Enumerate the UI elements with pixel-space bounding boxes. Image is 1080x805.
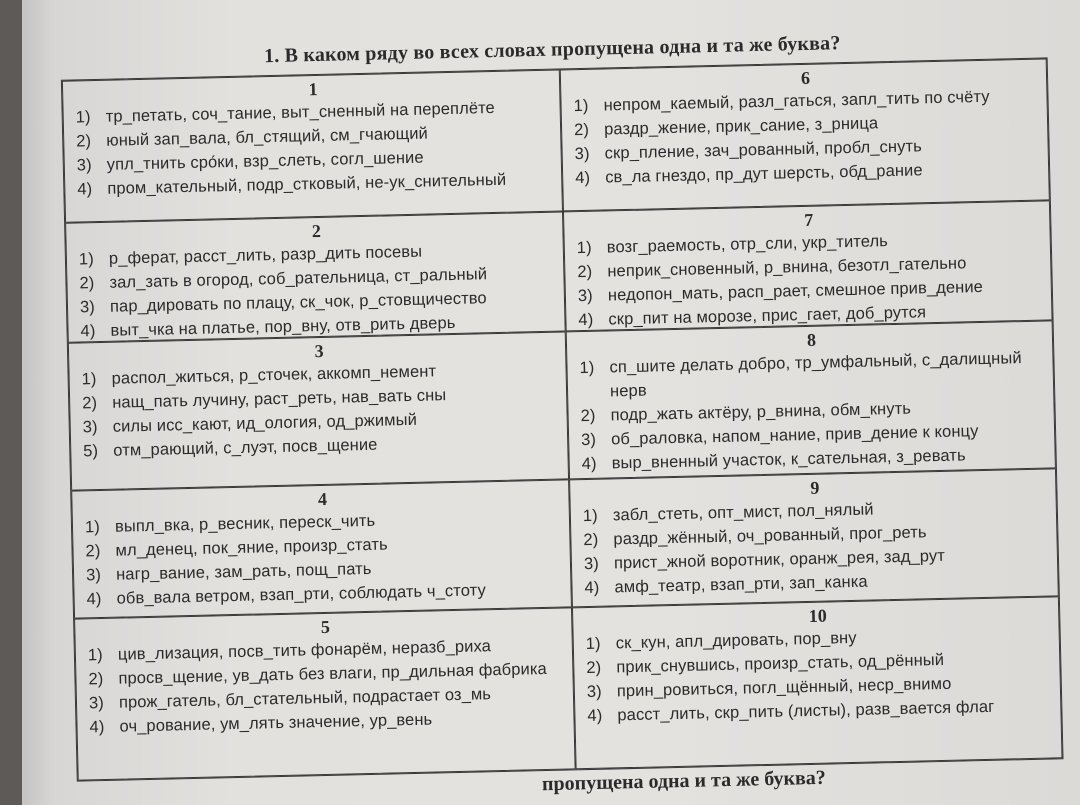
item-number: 3) bbox=[85, 566, 102, 585]
item-number: 2) bbox=[586, 658, 602, 678]
item-number: 4) bbox=[575, 168, 591, 188]
cell-number: 6 bbox=[800, 67, 811, 89]
item-number: 1) bbox=[585, 634, 601, 654]
item-text: об_раловка, напом_нание, прив_дение к концу bbox=[610, 422, 979, 449]
cell-number: 8 bbox=[806, 329, 817, 350]
item-number: 3) bbox=[586, 682, 602, 702]
item-text: раздр_жение, прик_сание, з_рница bbox=[603, 114, 879, 139]
item-text: св_ла гнездо, пр_дут шерсть, обд_рание bbox=[605, 161, 923, 187]
item-text: тр_петать, соч_тание, выт_сненный на переплёте bbox=[105, 98, 496, 126]
cell-number: 10 bbox=[808, 605, 827, 626]
next-question-fragment: пропущена одна и та же буква? bbox=[541, 766, 826, 796]
table-cell-1 bbox=[62, 69, 563, 222]
table-cell-6 bbox=[560, 58, 1050, 211]
item-number: 1) bbox=[78, 250, 95, 269]
item-number: 3) bbox=[580, 430, 597, 450]
item-number: 2) bbox=[583, 530, 599, 550]
item-text: выт_чка на платье, пор_вну, отв_рить дверь bbox=[110, 313, 456, 340]
table-cell-7 bbox=[563, 200, 1053, 331]
item-text: скр_пление, зач_рованный, пробл_снуть bbox=[604, 137, 923, 163]
item-number: 2) bbox=[76, 132, 92, 151]
item-number: 2) bbox=[577, 262, 593, 282]
item-text: выр_вненный участок, к_сательная, з_ревать bbox=[611, 446, 966, 473]
cell-number: 1 bbox=[308, 78, 318, 100]
item-number: 2) bbox=[580, 406, 596, 426]
item-text: возг_раемость, отр_сли, укр_титель bbox=[606, 232, 889, 257]
question-title: 1. В каком ряду во всех словах пропущена одна и та же буква? bbox=[263, 32, 841, 68]
exercise-page bbox=[52, 19, 1079, 802]
item-number: 3) bbox=[583, 554, 600, 574]
item-text: подр_жать актёру, р_внина, обм_кнуть bbox=[610, 399, 912, 425]
table-cell-3 bbox=[68, 331, 569, 490]
table-cell-2 bbox=[65, 211, 566, 342]
item-number: 4) bbox=[581, 454, 597, 474]
item-number: 3) bbox=[88, 693, 105, 713]
item-text: распол_житься, р_сточек, аккомп_немент bbox=[111, 362, 437, 388]
item-number: 4) bbox=[584, 578, 600, 598]
item-text: недопон_мать, расп_рает, смешное прив_дение bbox=[607, 277, 984, 305]
item-text: зал_зать в огород, соб_рательница, ст_ральный bbox=[109, 265, 488, 292]
item-text: пром_кательный, подр_стковый, не-ук_снительный bbox=[107, 170, 507, 198]
item-text: упл_тнить сро́ки, взр_слеть, согл_шение bbox=[106, 148, 424, 174]
item-number: 1) bbox=[579, 358, 595, 378]
item-number: 3) bbox=[574, 144, 590, 164]
item-number: 2) bbox=[85, 542, 101, 561]
item-number: 1) bbox=[576, 238, 592, 258]
item-number: 2) bbox=[573, 120, 590, 140]
item-text: обв_вала ветром, взап_рти, соблюдать ч_стоту bbox=[116, 581, 487, 608]
item-text: раздр_жённый, оч_рованный, прог_реть bbox=[613, 523, 927, 549]
item-text: пар_дировать по плацу, ск_чок, р_стовщичество bbox=[109, 289, 487, 316]
item-text: нащ_пать лучину, раст_реть, нав_вать сны bbox=[111, 386, 447, 412]
item-text: амф_театр, взап_рти, зап_канка bbox=[614, 572, 868, 597]
item-text: силы исс_кают, ид_ология, од_ржимый bbox=[112, 410, 418, 436]
item-number: 1) bbox=[81, 370, 97, 389]
item-number: 1) bbox=[582, 506, 598, 526]
table-cell-10 bbox=[572, 596, 1063, 769]
cell-number: 4 bbox=[317, 488, 328, 510]
item-number: 3) bbox=[79, 298, 96, 317]
item-text: отм_рающий, с_луэт, посв_щение bbox=[113, 435, 378, 460]
item-number: 4) bbox=[89, 717, 105, 737]
item-text: р_ферат, расст_лить, разр_дить посевы bbox=[108, 242, 423, 268]
item-text: выпл_вка, р_весник, переск_чить bbox=[114, 511, 376, 536]
book-page bbox=[22, 0, 1080, 805]
table-cell-5 bbox=[74, 607, 576, 780]
item-text: забл_стеть, опт_мист, пол_нялый bbox=[612, 500, 874, 525]
item-text: прик_снувшись, произр_стать, од_рённый bbox=[616, 650, 945, 677]
item-text: прож_гатель, бл_стательный, подрастает оз_мь bbox=[118, 685, 492, 712]
cell-number: 7 bbox=[804, 209, 814, 230]
item-number: 2) bbox=[82, 394, 98, 413]
item-number: 3) bbox=[76, 156, 92, 175]
item-number: 3) bbox=[577, 286, 593, 306]
item-text: скр_пит на морозе, прис_гает, доб_рутся bbox=[608, 303, 927, 329]
item-number: 5) bbox=[83, 442, 99, 461]
item-text: мл_денец, пок_яние, произр_стать bbox=[115, 535, 388, 560]
item-text: просв_щение, ув_дать без влаги, пр_дильная фабрика bbox=[118, 659, 547, 688]
item-text: неприк_сновенный, р_внина, безотл_гательно bbox=[607, 254, 967, 281]
item-text: оч_рование, ум_лять значение, ур_вень bbox=[119, 710, 433, 736]
item-number: 4) bbox=[578, 310, 594, 330]
item-number: 1) bbox=[75, 108, 91, 127]
item-text: ск_кун, апл_дировать, пор_вну bbox=[615, 628, 857, 653]
cell-number: 9 bbox=[810, 477, 820, 498]
item-number: 4) bbox=[77, 180, 93, 199]
item-text: прин_ровиться, погл_щённый, неср_внимо bbox=[616, 674, 952, 701]
table-cell-8 bbox=[566, 320, 1056, 479]
item-text: цив_лизация, посв_тить фонарём, неразб_риха bbox=[117, 637, 492, 664]
item-number: 4) bbox=[80, 322, 96, 341]
table-cell-9 bbox=[569, 468, 1059, 607]
item-text: нагр_вание, зам_рать, пощ_пать bbox=[115, 559, 372, 584]
item-text: прист_жной воротник, оранж_рея, зад_рут bbox=[613, 546, 946, 573]
item-number: 1) bbox=[84, 518, 101, 537]
item-number: 4) bbox=[587, 706, 603, 726]
cell-number: 3 bbox=[314, 340, 324, 362]
item-text: сп_шите делать добро, тр_умфальный, с_далищный нерв bbox=[609, 349, 1022, 401]
item-number: 1) bbox=[573, 96, 589, 116]
item-number: 2) bbox=[88, 670, 104, 689]
item-number: 4) bbox=[86, 590, 102, 609]
item-text: непром_каемый, разл_гаться, запл_тить по счёту bbox=[603, 87, 990, 115]
item-number: 1) bbox=[87, 646, 103, 665]
item-text: юный зап_вала, бл_стящий, см_гчающий bbox=[106, 124, 429, 150]
cell-number: 5 bbox=[320, 616, 331, 638]
item-number: 2) bbox=[79, 274, 95, 293]
cell-number: 2 bbox=[311, 220, 322, 242]
item-number: 3) bbox=[82, 418, 98, 437]
item-text: расст_лить, скр_пить (листы), разв_вается флаг bbox=[617, 697, 995, 725]
answer-table bbox=[61, 57, 1064, 781]
table-cell-4 bbox=[71, 479, 572, 618]
